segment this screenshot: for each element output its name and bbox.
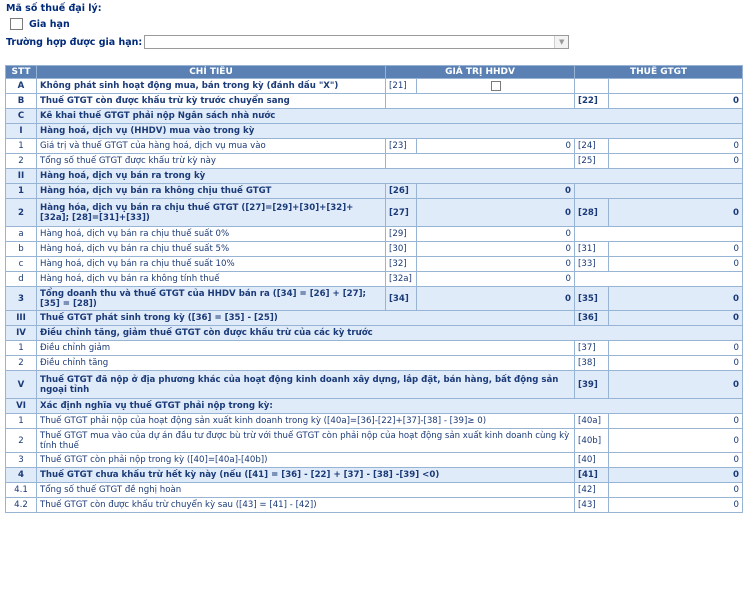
- row-empty-cell: [575, 272, 743, 287]
- table-row: [6, 184, 743, 199]
- row-label: Tổng số thuế GTGT được khấu trừ kỳ này: [37, 154, 386, 169]
- row-code-b: [38]: [575, 356, 609, 371]
- col-stt-header: STT: [6, 66, 37, 79]
- table-row: [6, 257, 743, 272]
- col-goods-value-header: GIÁ TRỊ HHDV: [386, 66, 575, 79]
- section-title: Xác định nghĩa vụ thuế GTGT phải nộp trong kỳ:: [37, 399, 743, 414]
- table-row: [6, 453, 743, 468]
- row-empty-cell: [575, 227, 743, 242]
- row-value-b-input[interactable]: 0: [609, 429, 743, 453]
- row-code-b: [43]: [575, 498, 609, 513]
- row-value-b-input[interactable]: 0: [609, 311, 743, 326]
- extension-checkbox[interactable]: [10, 18, 23, 30]
- row-value-b-input[interactable]: 0: [609, 257, 743, 272]
- row-stt: I: [6, 124, 37, 139]
- row-code-a: [32a]: [386, 272, 417, 287]
- row-label: Hàng hoá, dịch vụ bán ra chịu thuế suất 10%: [37, 257, 386, 272]
- table-row: [6, 139, 743, 154]
- table-row: [6, 498, 743, 513]
- row-label: Thuế GTGT chưa khấu trừ hết kỳ này (nếu ([41] = [36] - [22] + [37] - [38] -[39] <0): [37, 468, 575, 483]
- row-stt: 1: [6, 341, 37, 356]
- row-stt: B: [6, 94, 37, 109]
- row-value-b-input[interactable]: 0: [609, 154, 743, 169]
- table-row: [6, 483, 743, 498]
- table-row: [6, 79, 743, 94]
- table-row: [6, 227, 743, 242]
- row-value-a-input[interactable]: 0: [417, 257, 575, 272]
- table-row: [6, 356, 743, 371]
- row-label: Thuế GTGT còn phải nộp trong kỳ ([40]=[40a]-[40b]): [37, 453, 575, 468]
- row-code-a: [34]: [386, 287, 417, 311]
- table-row: [6, 429, 743, 453]
- row-empty-cell: [386, 94, 575, 109]
- row-value-b-input[interactable]: 0: [609, 468, 743, 483]
- row-stt: 2: [6, 199, 37, 227]
- col-vat-header: THUẾ GTGT: [575, 66, 743, 79]
- table-header-row: [6, 66, 743, 79]
- table-row: [6, 468, 743, 483]
- section-title: Hàng hoá, dịch vụ bán ra trong kỳ: [37, 169, 743, 184]
- row-code-a: [32]: [386, 257, 417, 272]
- row-value-a-input[interactable]: 0: [417, 242, 575, 257]
- table-row: [6, 326, 743, 341]
- row-code-b: [25]: [575, 154, 609, 169]
- col-criteria-header: CHỈ TIÊU: [37, 66, 386, 79]
- extension-case-label: Trường hợp được gia hạn:: [6, 36, 143, 48]
- row-value-b-input[interactable]: 0: [609, 453, 743, 468]
- table-row: [6, 109, 743, 124]
- row-code-b: [40]: [575, 453, 609, 468]
- row-code-b: [33]: [575, 257, 609, 272]
- row-code-b: [39]: [575, 371, 609, 399]
- row-code-a: [29]: [386, 227, 417, 242]
- row-stt: A: [6, 79, 37, 94]
- row-value-b-input[interactable]: 0: [609, 356, 743, 371]
- table-row: [6, 94, 743, 109]
- row-value-b-input[interactable]: 0: [609, 287, 743, 311]
- row-stt: 1: [6, 184, 37, 199]
- no-activity-checkbox[interactable]: [491, 81, 501, 91]
- row-value-a-input[interactable]: 0: [417, 139, 575, 154]
- row-code-b: [24]: [575, 139, 609, 154]
- row-stt: 2: [6, 154, 37, 169]
- row-code-a: [30]: [386, 242, 417, 257]
- table-row: [6, 341, 743, 356]
- row-label: Thuế GTGT còn được khấu trừ chuyển kỳ sau ([43] = [41] - [42]): [37, 498, 575, 513]
- row-code-a: [23]: [386, 139, 417, 154]
- row-stt: 2: [6, 356, 37, 371]
- row-stt: 1: [6, 414, 37, 429]
- row-label: Hàng hoá, dịch vụ bán ra không tính thuế: [37, 272, 386, 287]
- dropdown-arrow-icon[interactable]: ▼: [554, 36, 568, 48]
- table-row: [6, 371, 743, 399]
- row-stt: III: [6, 311, 37, 326]
- row-label: Không phát sinh hoạt động mua, bán trong kỳ (đánh dấu "X"): [37, 79, 386, 94]
- table-row: [6, 287, 743, 311]
- row-label: Hàng hóa, dịch vụ bán ra không chịu thuế GTGT: [37, 184, 386, 199]
- row-code-b: [31]: [575, 242, 609, 257]
- row-label: Điều chỉnh giảm: [37, 341, 575, 356]
- row-label: Tổng doanh thu và thuế GTGT của HHDV bán ra ([34] = [26] + [27]; [35] = [28]): [37, 287, 386, 311]
- section-title: Hàng hoá, dịch vụ (HHDV) mua vào trong kỳ: [37, 124, 743, 139]
- section-title: Điều chỉnh tăng, giảm thuế GTGT còn được khấu trừ của các kỳ trước: [37, 326, 743, 341]
- extension-label: Gia hạn: [29, 18, 70, 30]
- table-row: [6, 272, 743, 287]
- row-value-b: [609, 79, 743, 94]
- row-label: Điều chỉnh tăng: [37, 356, 575, 371]
- row-stt: 4.2: [6, 498, 37, 513]
- table-row: [6, 124, 743, 139]
- row-value-b-input[interactable]: 0: [609, 341, 743, 356]
- row-label: Thuế GTGT phát sinh trong kỳ ([36] = [35] - [25]): [37, 311, 575, 326]
- row-stt: 2: [6, 429, 37, 453]
- row-code-b: [28]: [575, 199, 609, 227]
- row-empty-cell: [386, 154, 575, 169]
- row-stt: V: [6, 371, 37, 399]
- table-row: [6, 311, 743, 326]
- row-label: Tổng số thuế GTGT đề nghị hoàn: [37, 483, 575, 498]
- row-empty-cell: [575, 184, 743, 199]
- row-stt: 3: [6, 453, 37, 468]
- row-label: Hàng hoá, dịch vụ bán ra chịu thuế suất 5%: [37, 242, 386, 257]
- extension-case-select[interactable]: [144, 35, 569, 49]
- row-value-b-input[interactable]: 0: [609, 414, 743, 429]
- row-code-a: [26]: [386, 184, 417, 199]
- row-code-b: [575, 79, 609, 94]
- row-label: Thuế GTGT đã nộp ở địa phương khác của hoạt động kinh doanh xây dựng, lắp đặt, bán hàng, bất động sản ngoại tỉnh: [37, 371, 575, 399]
- table-row: [6, 154, 743, 169]
- row-stt: C: [6, 109, 37, 124]
- row-code-b: [40a]: [575, 414, 609, 429]
- row-value-b-input[interactable]: 0: [609, 483, 743, 498]
- row-code-a: [21]: [386, 79, 417, 94]
- row-value-b-input[interactable]: 0: [609, 371, 743, 399]
- table-row: [6, 414, 743, 429]
- row-code-b: [37]: [575, 341, 609, 356]
- row-stt: c: [6, 257, 37, 272]
- row-value-a-input[interactable]: 0: [417, 199, 575, 227]
- row-label: Hàng hoá, dịch vụ bán ra chịu thuế suất 0%: [37, 227, 386, 242]
- row-value-b-input[interactable]: 0: [609, 498, 743, 513]
- row-value-a-input[interactable]: 0: [417, 184, 575, 199]
- row-value-a-input[interactable]: 0: [417, 272, 575, 287]
- no-activity-cell: [417, 79, 575, 94]
- row-code-b: [41]: [575, 468, 609, 483]
- row-stt: II: [6, 169, 37, 184]
- row-stt: 1: [6, 139, 37, 154]
- row-value-b-input[interactable]: 0: [609, 94, 743, 109]
- tax-declaration-table: [5, 65, 743, 513]
- row-value-b-input[interactable]: 0: [609, 242, 743, 257]
- table-row: [6, 242, 743, 257]
- agent-tax-code-label: Mã số thuế đại lý:: [6, 3, 102, 14]
- row-code-b: [40b]: [575, 429, 609, 453]
- row-code-b: [36]: [575, 311, 609, 326]
- row-label: Giá trị và thuế GTGT của hàng hoá, dịch vụ mua vào: [37, 139, 386, 154]
- row-stt: a: [6, 227, 37, 242]
- row-label: Thuế GTGT còn được khấu trừ kỳ trước chuyển sang: [37, 94, 386, 109]
- row-code-b: [42]: [575, 483, 609, 498]
- table-row: [6, 169, 743, 184]
- row-stt: b: [6, 242, 37, 257]
- row-stt: d: [6, 272, 37, 287]
- row-label: Thuế GTGT mua vào của dự án đầu tư được bù trừ với thuế GTGT còn phải nộp của hoạt động sản xuất kinh doanh cùng kỳ tính thuế: [37, 429, 575, 453]
- row-code-b: [35]: [575, 287, 609, 311]
- row-stt: 4: [6, 468, 37, 483]
- row-stt: 3: [6, 287, 37, 311]
- row-value-a-input[interactable]: 0: [417, 287, 575, 311]
- row-label: Hàng hóa, dịch vụ bán ra chịu thuế GTGT ([27]=[29]+[30]+[32]+[32a]; [28]=[31]+[33]): [37, 199, 386, 227]
- row-value-a-input[interactable]: 0: [417, 227, 575, 242]
- section-title: Kê khai thuế GTGT phải nộp Ngân sách nhà nước: [37, 109, 743, 124]
- row-value-b-input[interactable]: 0: [609, 199, 743, 227]
- table-row: [6, 399, 743, 414]
- row-label: Thuế GTGT phải nộp của hoạt động sản xuất kinh doanh trong kỳ ([40a]=[36]-[22]+[37]-[38] - [39]≥ 0): [37, 414, 575, 429]
- row-stt: VI: [6, 399, 37, 414]
- row-code-b: [22]: [575, 94, 609, 109]
- row-value-b-input[interactable]: 0: [609, 139, 743, 154]
- row-stt: IV: [6, 326, 37, 341]
- table-row: [6, 199, 743, 227]
- row-stt: 4.1: [6, 483, 37, 498]
- row-code-a: [27]: [386, 199, 417, 227]
